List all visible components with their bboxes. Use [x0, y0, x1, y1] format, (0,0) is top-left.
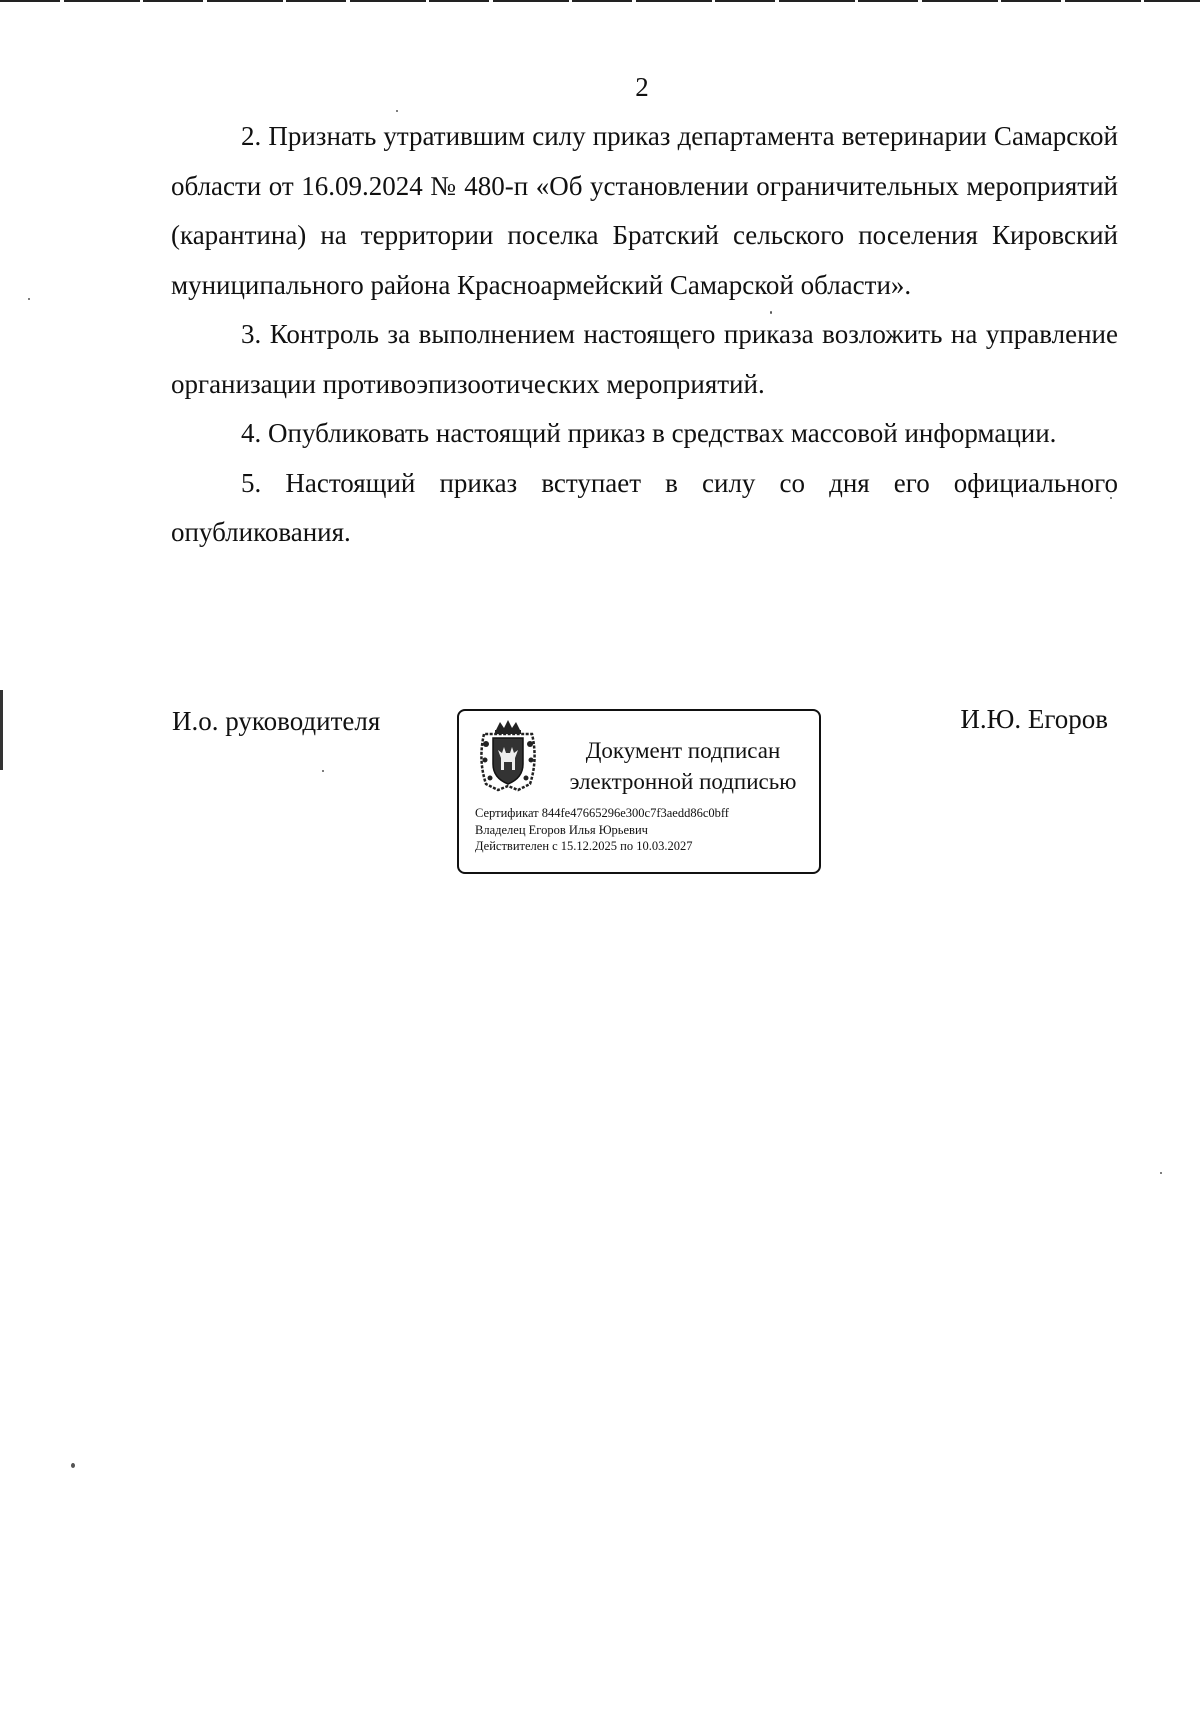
document-body [171, 112, 1118, 558]
stamp-heading-line1: Документ подписан [585, 738, 781, 763]
scan-speck [1160, 1172, 1162, 1174]
scan-left-edge [0, 690, 3, 770]
paragraph-5: 5. Настоящий приказ вступает в силу со дня его официального опубликования. [171, 467, 1118, 547]
stamp-details [475, 805, 729, 855]
scan-speck [770, 311, 772, 314]
scan-top-edge [0, 0, 1200, 2]
stamp-owner: Владелец Егоров Илья Юрьевич [475, 822, 648, 837]
signer-position: И.о. руководителя [172, 706, 381, 736]
stamp-heading [555, 735, 811, 797]
stamp-validity: Действителен с 15.12.2025 по 10.03.2027 [475, 839, 693, 853]
scan-speck [28, 298, 30, 300]
paragraph-3: 3. Контроль за выполнением настоящего приказа возложить на управление организации противоэпизоотических мероприятий. [171, 319, 1118, 399]
stamp-heading-line2: электронной подписью [569, 769, 797, 794]
page-number: 2 [635, 72, 649, 102]
stamp-certificate: Сертификат 844fe47665296e300c7f3aedd86c0bff [475, 806, 729, 820]
paragraph-2: 2. Признать утратившим силу приказ департамента ветеринарии Самарской области от 16.09.2024 № 480-п «Об установлении ограничительных мероприятий (карантина) на территории поселка Братский сельского поселения Кировский муниципального района Красноармейский Самарской области». [171, 121, 1118, 300]
electronic-signature-stamp [457, 709, 821, 874]
signer-name: И.Ю. Егоров [960, 704, 1108, 734]
scan-speck [1110, 497, 1112, 499]
samara-coat-of-arms-icon [476, 720, 540, 794]
paragraph-4: 4. Опубликовать настоящий приказ в средствах массовой информации. [241, 418, 1057, 448]
scan-speck [71, 1463, 75, 1468]
scan-speck [322, 770, 324, 772]
scan-speck [396, 110, 398, 112]
